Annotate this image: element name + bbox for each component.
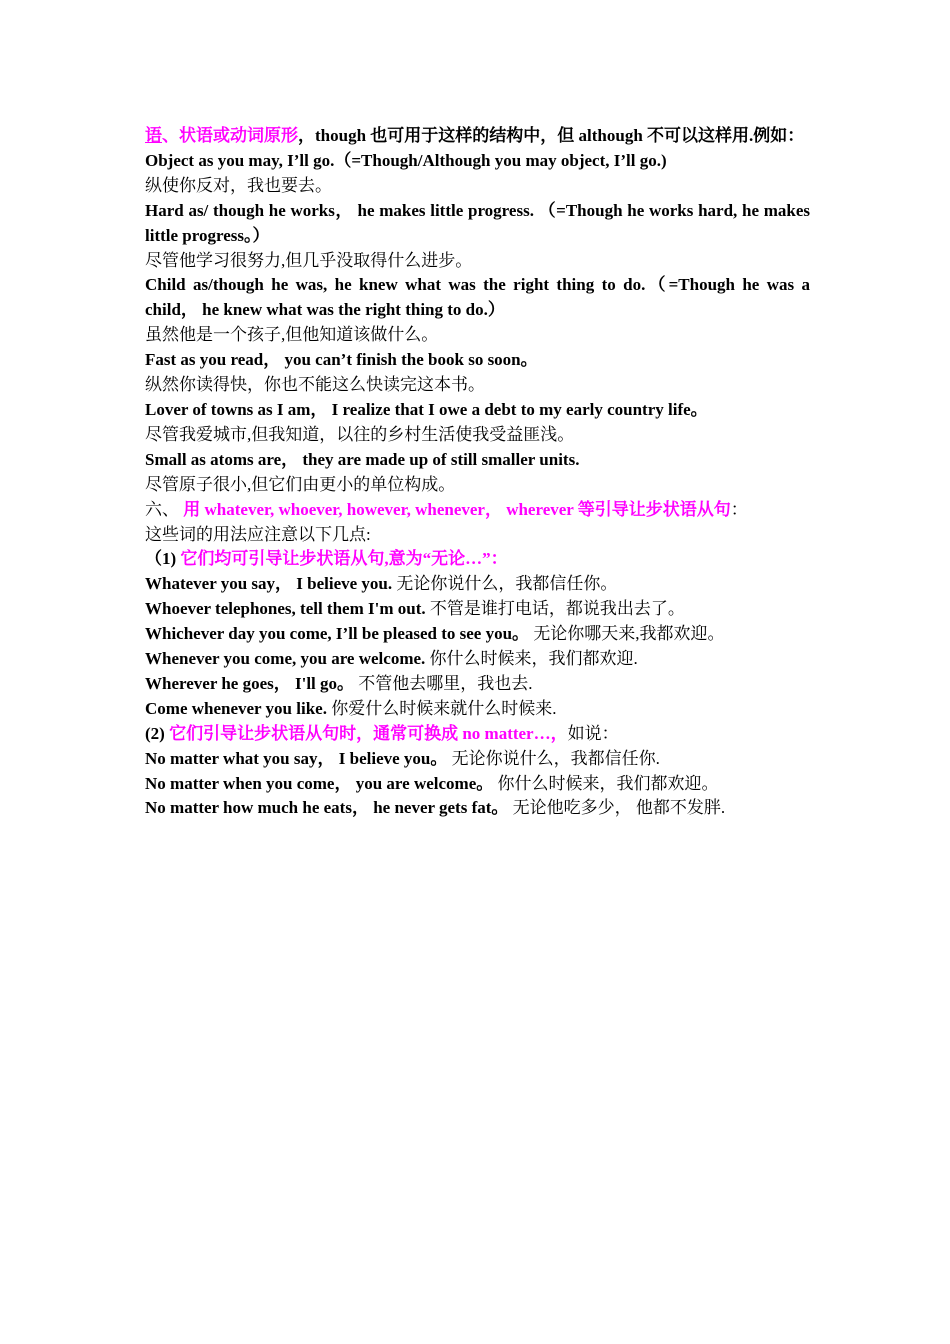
highlight-term: 、状语或动词原形 (162, 126, 298, 145)
no-matter-how-chinese: 无论他吃多少， 他都不发胖. (512, 798, 726, 818)
no-matter-what-english: No matter what you say， I believe you。 (145, 748, 448, 768)
no-matter-how-example (145, 796, 810, 821)
section-6-number: 六、 (145, 499, 179, 519)
no-matter-what-chinese: 无论你说什么，我都信任你. (451, 748, 660, 768)
point-2-text: 它们引导让步状语从句时，通常可换成 no matter…， (169, 723, 568, 743)
section-6-title: 用 whatever, whoever, however, whenever， wherever 等引导让步状语从句 (183, 499, 731, 519)
no-matter-what-example (145, 747, 810, 772)
point-1-number: （1) (145, 549, 181, 569)
point-2-rest: 如说： (567, 723, 619, 743)
section-6-heading (145, 498, 810, 523)
wherever-english: Wherever he goes， I'll go。 (145, 673, 355, 693)
whichever-example (145, 622, 810, 647)
paragraph-intro (145, 124, 810, 149)
example-2-english: Hard as/ though he works， he makes little progress. （=Though he works hard, he makes little progress。） (145, 200, 810, 245)
wherever-example (145, 672, 810, 697)
document-page (145, 124, 810, 821)
whoever-english: Whoever telephones, tell them I'm out. (145, 599, 426, 619)
section-6-colon: ： (730, 499, 748, 519)
point-1-text: 它们均可引导让步状语从句,意为“无论…”： (180, 549, 508, 569)
section-6-intro: 这些词的用法应注意以下几点: (145, 524, 371, 544)
example-5-chinese: 尽管我爱城市,但我知道，以往的乡村生活使我受益匪浅。 (145, 424, 575, 444)
come-whenever-example (145, 697, 810, 722)
example-3-english: Child as/though he was, he knew what was the right thing to do.（=Though he was a child， he knew what was the right thing to do.） (145, 275, 810, 320)
example-1-chinese: 纵使你反对，我也要去。 (145, 175, 332, 195)
no-matter-when-example (145, 772, 810, 797)
example-6-english: Small as atoms are， they are made up of still smaller units. (145, 449, 580, 469)
example-6-chinese: 尽管原子很小,但它们由更小的单位构成。 (145, 474, 456, 494)
whoever-example (145, 597, 810, 622)
highlight-term-underlined: 语 (145, 126, 162, 145)
example-1-english: Object as you may, I’ll go.（=Though/Although you may object, I’ll go.) (145, 150, 667, 170)
whenever-chinese: 你什么时候来，我们都欢迎. (429, 649, 638, 669)
example-5-english: Lover of towns as I am， I realize that I owe a debt to my early country life。 (145, 399, 708, 419)
whatever-english: Whatever you say， I believe you. (145, 574, 393, 594)
whichever-chinese: 无论你哪天来,我都欢迎。 (533, 624, 725, 644)
wherever-chinese: 不管他去哪里，我也去. (358, 673, 533, 693)
come-whenever-chinese: 你爱什么时候来就什么时候来. (331, 698, 557, 718)
whoever-chinese: 不管是谁打电话，都说我出去了。 (429, 599, 685, 619)
whichever-english: Whichever day you come, I’ll be pleased to see you。 (145, 624, 530, 644)
example-2-chinese: 尽管他学习很努力,但几乎没取得什么进步。 (145, 250, 473, 270)
whatever-chinese: 无论你说什么，我都信任你。 (396, 574, 618, 594)
example-4-chinese: 纵然你读得快，你也不能这么快读完这本书。 (145, 375, 485, 395)
whatever-example (145, 572, 810, 597)
whenever-example (145, 647, 810, 672)
example-3-chinese: 虽然他是一个孩子,但他知道该做什么。 (145, 325, 439, 345)
point-2-heading (145, 722, 810, 747)
example-4-english: Fast as you read， you can’t finish the book so soon。 (145, 350, 538, 370)
point-1-heading (145, 547, 810, 572)
no-matter-when-chinese: 你什么时候来，我们都欢迎。 (497, 773, 719, 793)
no-matter-when-english: No matter when you come， you are welcome。 (145, 773, 494, 793)
come-whenever-english: Come whenever you like. (145, 698, 327, 718)
no-matter-how-english: No matter how much he eats， he never gets fat。 (145, 798, 509, 818)
intro-text: ，though 也可用于这样的结构中，但 although 不可以这样用.例如： (298, 126, 805, 145)
point-2-number: (2) (145, 723, 170, 743)
whenever-english: Whenever you come, you are welcome. (145, 649, 426, 669)
